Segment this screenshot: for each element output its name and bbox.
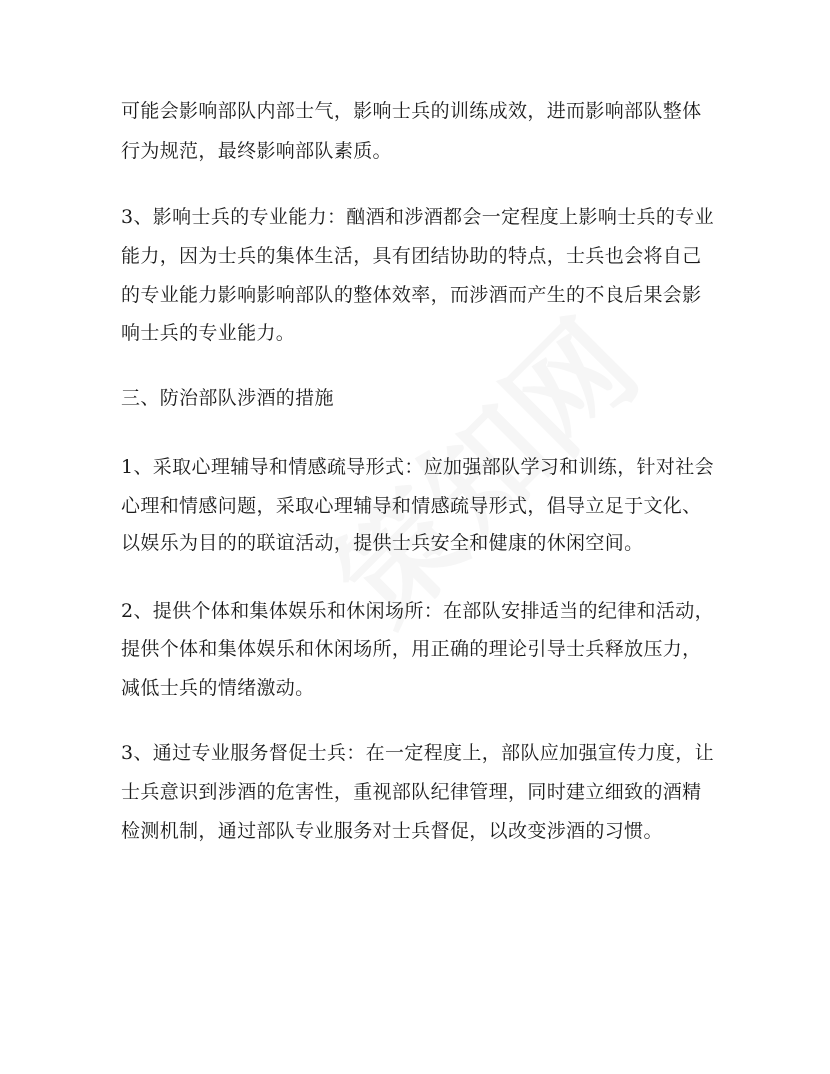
paragraph-1-line-1: 可能会影响部队内部士气，影响士兵的训练成效，进而影响部队整体 — [121, 100, 702, 122]
paragraph-1-line-2: 行为规范，最终影响部队素质。 — [121, 140, 392, 162]
paragraph-2-line-1: 3、影响士兵的专业能力：酗酒和涉酒都会一定程度上影响士兵的专业 — [121, 206, 714, 228]
paragraph-4-line-1: 2、提供个体和集体娱乐和休闲场所：在部队安排适当的纪律和活动， — [121, 600, 714, 622]
paragraph-4-line-2: 提供个体和集体娱乐和休闲场所，用正确的理论引导士兵释放压力， — [121, 638, 702, 660]
paragraph-2-line-3: 的专业能力影响影响部队的整体效率，而涉酒而产生的不良后果会影 — [121, 284, 702, 306]
paragraph-5-line-3: 检测机制，通过部队专业服务对士兵督促，以改变涉酒的习惯。 — [121, 820, 663, 842]
paragraph-4-line-3: 减低士兵的情绪激动。 — [121, 677, 315, 699]
paragraph-5-line-2: 士兵意识到涉酒的危害性，重视部队纪律管理，同时建立细致的酒精 — [121, 781, 702, 803]
paragraph-2-line-2: 能力，因为士兵的集体生活，具有团结协助的特点，士兵也会将自己 — [121, 245, 702, 267]
paragraph-3-line-3: 以娱乐为目的的联谊活动，提供士兵安全和健康的休闲空间。 — [121, 532, 644, 554]
section-heading: 三、防治部队涉酒的措施 — [121, 387, 334, 409]
paragraph-3-line-1: 1、采取心理辅导和情感疏导形式：应加强部队学习和训练，针对社会 — [121, 456, 714, 478]
paragraph-5-line-1: 3、通过专业服务督促士兵：在一定程度上，部队应加强宣传力度，让 — [121, 742, 714, 764]
paragraph-2-line-4: 响士兵的专业能力。 — [121, 322, 296, 344]
paragraph-3-line-2: 心理和情感问题，采取心理辅导和情感疏导形式，倡导立足于文化、 — [121, 495, 702, 517]
